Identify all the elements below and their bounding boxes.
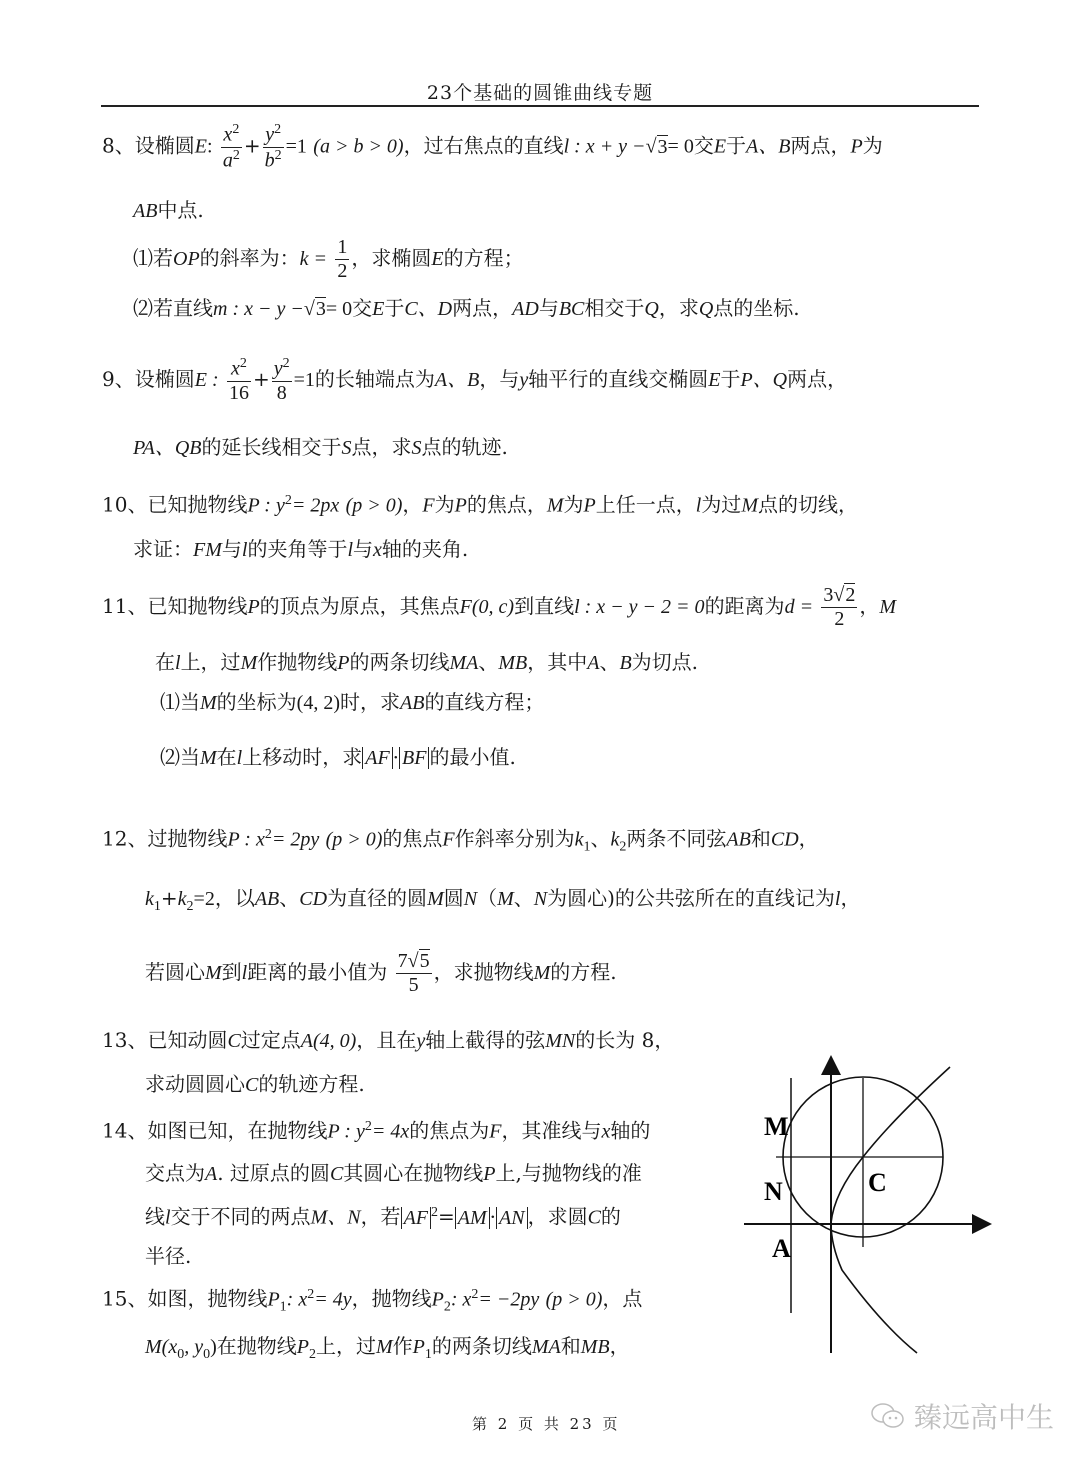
page-footer: 第 2 页 共 23 页 bbox=[472, 1415, 621, 1433]
problem-14-line-1: 14、如图已知，在抛物线P : $y^2= 4x$的焦点为F，其准线与x轴的 bbox=[102, 1118, 651, 1143]
problem-15-line-1: 15、如图，抛物线$P_1$: $x^2= 4y$，抛物线$P_2$: $x^2= -2py$ (p > 0)，点 bbox=[102, 1286, 643, 1315]
problem-8-line-1: 8、设椭圆E: $\frac{x^2}{a^2}$ + $\frac{y^2}{b^2}$ =1 (a > b > 0)，过右焦点的直线l : x + y −√3= 0交E于A、B两点，P为 bbox=[102, 122, 883, 172]
watermark-text: 臻远高中生 bbox=[914, 1401, 1055, 1434]
watermark bbox=[870, 1396, 1054, 1436]
parabola bbox=[831, 1067, 950, 1353]
problem-14-line-3: 线l交于不同的两点M、N，若 AF $^2$= AM · AN ，求圆C的 bbox=[145, 1204, 621, 1229]
page-header: 23个基础的圆锥曲线专题 bbox=[426, 82, 654, 104]
wechat-icon bbox=[870, 1401, 906, 1431]
problem-14-figure bbox=[742, 1045, 1002, 1355]
problem-12-line-1: 12、过抛物线P : $x^2= 2py$ (p > 0)的焦点F作斜率分别为$k_1$、$k_2$两条不同弦AB和CD， bbox=[102, 826, 819, 855]
problem-11-line-1: 11、已知抛物线P的顶点为原点，其焦点F(0, c)到直线l : x − y − 2 = 0的距离为d = $\frac{3√2}{2}$ ，M bbox=[102, 584, 897, 630]
problem-14-line-4: 半径. bbox=[145, 1244, 192, 1268]
problem-11-question-2: ⑵当M在l上移动时，求 AF · BF 的最小值. bbox=[160, 745, 516, 769]
problem-10-line-2: 求证：FM与l的夹角等于l与x轴的夹角. bbox=[133, 537, 469, 561]
label-n: N bbox=[764, 1177, 783, 1206]
problem-13-line-2: 求动圆圆心C的轨迹方程. bbox=[145, 1072, 365, 1096]
label-m: M bbox=[764, 1112, 789, 1141]
problem-13-line-1: 13、已知动圆C过定点A(4, 0)，且在y轴上截得的弦MN的长为 8， bbox=[102, 1028, 675, 1052]
problem-8-question-2: ⑵若直线m : x − y −√3= 0交E于C、D两点，AD与BC相交于Q，求Q点的坐标. bbox=[133, 296, 800, 320]
problem-9-line-1: 9、设椭圆E : $\frac{x^2}{16}$ + $\frac{y^2}{8}$ =1的长轴端点为A、B，与y轴平行的直线交椭圆E于P、Q两点， bbox=[102, 356, 848, 404]
problem-9-line-2: PA、QB的延长线相交于S点，求S点的轨迹. bbox=[133, 435, 508, 459]
header-divider bbox=[101, 105, 979, 107]
problem-11-line-2: 在l上，过M作抛物线P的两条切线MA、MB，其中A、B为切点. bbox=[155, 650, 699, 674]
label-a: A bbox=[772, 1234, 791, 1263]
problem-12-line-2: $k_1+k_2=2$，以AB、CD为直径的圆M圆N（M、N为圆心)的公共弦所在的直线记为l， bbox=[145, 886, 861, 914]
problem-8-line-2: AB中点. bbox=[133, 198, 204, 222]
problem-10-line-1: 10、已知抛物线P : $y^2= 2px$ (p > 0)，F为P的焦点，M为P上任一点，l为过M点的切线， bbox=[102, 492, 858, 517]
problem-11-question-1: ⑴当M的坐标为(4, 2)时，求AB的直线方程； bbox=[160, 690, 545, 714]
label-c: C bbox=[868, 1168, 887, 1197]
problem-14-line-2: 交点为A. 过原点的圆C其圆心在抛物线P上,与抛物线的准 bbox=[145, 1161, 642, 1185]
problem-15-line-2: $M(x_0$, $y_0$)在抛物线$P_2$上，过M作$P_1$的两条切线MA和MB， bbox=[145, 1334, 630, 1362]
problem-12-line-3: 若圆心M到l距离的最小值为 $\frac{7√5}{5}$ ，求抛物线M的方程. bbox=[145, 950, 617, 996]
problem-8-question-1: ⑴若OP的斜率为：k = $\frac{1}{2}$ ，求椭圆E的方程； bbox=[133, 236, 524, 282]
